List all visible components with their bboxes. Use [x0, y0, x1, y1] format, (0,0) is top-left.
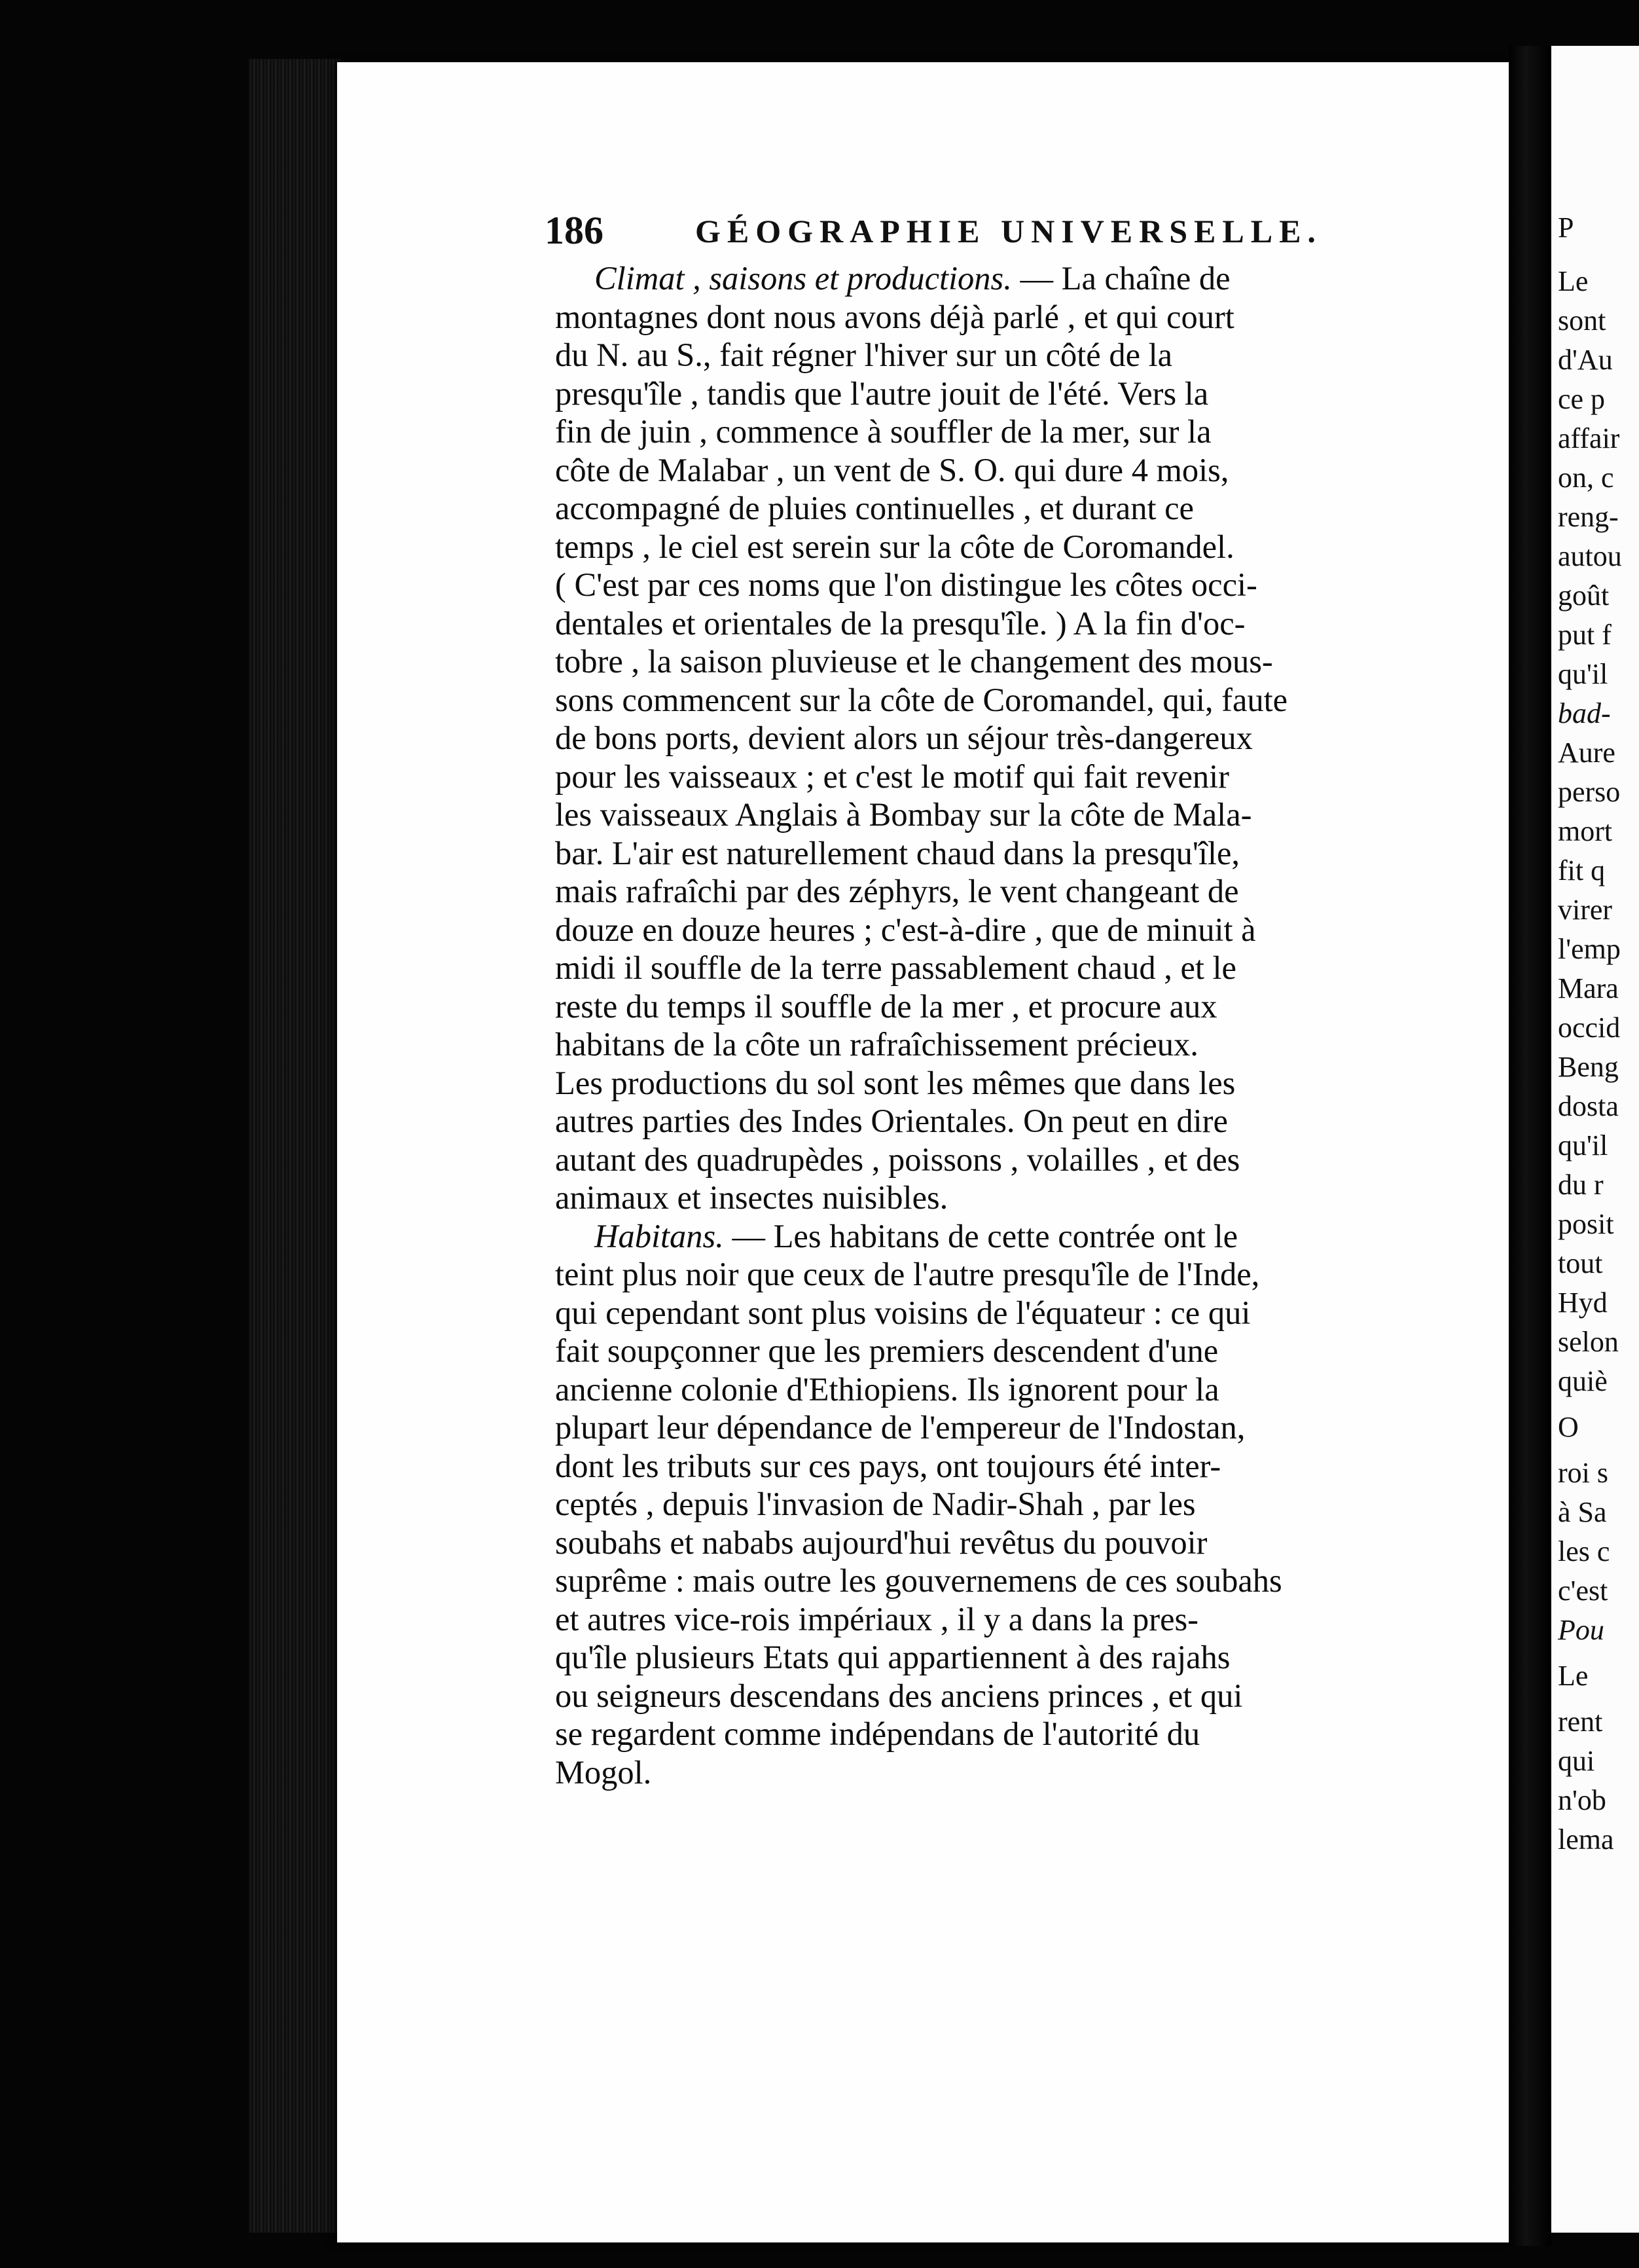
text-line: de bons ports, devient alors un séjour très-dangereux — [555, 720, 1253, 756]
fragment-line: dosta — [1558, 1090, 1619, 1122]
text-line: tobre , la saison pluvieuse et le changement des mous- — [555, 643, 1273, 680]
paragraph-rubric: Habitans. — [594, 1217, 724, 1254]
text-line: et autres vice-rois impériaux , il y a dans la pres- — [555, 1600, 1198, 1637]
text-line: sons commencent sur la côte de Coromandel, qui, faute — [555, 681, 1288, 718]
text-line: temps , le ciel est serein sur la côte de Coromandel. — [555, 528, 1234, 565]
fragment-line: P — [1558, 211, 1574, 244]
fragment-line: Beng — [1558, 1051, 1619, 1083]
body-text — [555, 259, 1471, 1791]
fragment-line: qui — [1558, 1745, 1595, 1777]
fragment-line: Hyd — [1558, 1287, 1608, 1319]
fragment-line: selon — [1558, 1326, 1619, 1358]
fragment-line: rent — [1558, 1706, 1603, 1738]
text-line: fin de juin , commence à souffler de la mer, sur la — [555, 413, 1212, 450]
text-line: mais rafraîchi par des zéphyrs, le vent changeant de — [555, 873, 1239, 909]
fragment-line: mort — [1558, 815, 1613, 847]
text-line: montagnes dont nous avons déjà parlé , et qui court — [555, 298, 1234, 335]
fragment-line: affair — [1558, 422, 1620, 454]
text-line: Mogol. — [555, 1753, 652, 1791]
text-line: habitans de la côte un rafraîchissement précieux. — [555, 1026, 1198, 1063]
text-line: autant des quadrupèdes , poissons , volailles , et des — [555, 1141, 1240, 1178]
text-line: qu'île plusieurs Etats qui appartiennent à des rajahs — [555, 1639, 1231, 1675]
fragment-line: qu'il — [1558, 1129, 1608, 1161]
fragment-line: sont — [1558, 304, 1606, 337]
text-line: soubahs et nababs aujourd'hui revêtus du pouvoir — [555, 1524, 1208, 1561]
fragment-line: occid — [1558, 1012, 1621, 1044]
text-line: qui cependant sont plus voisins de l'équateur : ce qui — [555, 1294, 1251, 1331]
text-line: pour les vaisseaux ; et c'est le motif qui fait revenir — [555, 758, 1229, 795]
text-line: autres parties des Indes Orientales. On peut en dire — [555, 1103, 1228, 1139]
text-line: Les productions du sol sont les mêmes que dans les — [555, 1064, 1236, 1101]
fragment-line: perso — [1558, 776, 1621, 808]
text-line: dentales et orientales de la presqu'île. ) A la fin d'oc- — [555, 604, 1246, 642]
book-spine-gutter — [1509, 46, 1551, 2246]
fragment-line: Pou — [1558, 1614, 1604, 1646]
fragment-line: lema — [1558, 1823, 1614, 1856]
text-line: ancienne colonie d'Ethiopiens. Ils ignorent pour la — [555, 1370, 1219, 1408]
text-line: plupart leur dépendance de l'empereur de l'Indostan, — [555, 1409, 1246, 1446]
fragment-line: Aure — [1558, 737, 1615, 769]
text-line: les vaisseaux Anglais à Bombay sur la côte de Mala- — [555, 796, 1252, 833]
fragment-line: tout — [1558, 1247, 1603, 1279]
fragment-line: fit q — [1558, 854, 1606, 887]
fragment-line: posit — [1558, 1208, 1614, 1240]
fragment-line: n'ob — [1558, 1784, 1606, 1816]
fragment-line: virer — [1558, 894, 1613, 926]
fragment-line: bad- — [1558, 697, 1611, 729]
text-line: midi il souffle de la terre passablement chaud , et le — [555, 949, 1236, 986]
paragraph-climat — [555, 259, 1471, 1217]
fragment-line: ce p — [1558, 383, 1606, 415]
fragment-line: on, c — [1558, 462, 1614, 494]
text-line: ( C'est par ces noms que l'on distingue les côtes occi- — [555, 566, 1257, 603]
text-line: suprême : mais outre les gouvernemens de ces soubahs — [555, 1562, 1282, 1599]
fragment-line: goût — [1558, 579, 1610, 612]
text-line: fait soupçonner que les premiers descendent d'une — [555, 1332, 1219, 1369]
fragment-line: roi s — [1558, 1457, 1608, 1489]
paragraph-rubric: Climat , saisons et productions. — [594, 260, 1012, 297]
fragment-line: l'emp — [1558, 933, 1621, 965]
text-line: dont les tributs sur ces pays, ont toujours été inter- — [555, 1447, 1221, 1484]
fragment-line: les c — [1558, 1535, 1610, 1567]
text-line: douze en douze heures ; c'est-à-dire , que de minuit à — [555, 911, 1256, 948]
running-title: GÉOGRAPHIE UNIVERSELLE. — [695, 213, 1322, 249]
page-header — [545, 208, 1382, 254]
text-line: ceptés , depuis l'invasion de Nadir-Shah , par les — [555, 1486, 1196, 1522]
text-line: accompagné de pluies continuelles , et durant ce — [555, 490, 1194, 526]
paragraph-habitans — [555, 1217, 1471, 1792]
book-page-edges — [249, 59, 340, 2233]
fragment-line: d'Au — [1558, 344, 1613, 376]
text-line: du N. au S., fait régner l'hiver sur un côté de la — [555, 337, 1173, 373]
text-line: presqu'île , tandis que l'autre jouit de l'été. Vers la — [555, 375, 1209, 412]
fragment-line: autou — [1558, 540, 1622, 572]
fragment-line: quiè — [1558, 1365, 1608, 1397]
text-line: reste du temps il souffle de la mer , et procure aux — [555, 987, 1217, 1025]
fragment-line: reng- — [1558, 501, 1619, 533]
fragment-line: qu'il — [1558, 658, 1608, 690]
text-line: teint plus noir que ceux de l'autre presqu'île de l'Inde, — [555, 1256, 1260, 1292]
fragment-line: Le — [1558, 265, 1589, 297]
text-line: se regardent comme indépendans de l'autorité du — [555, 1715, 1200, 1752]
text-line: côte de Malabar , un vent de S. O. qui dure 4 mois, — [555, 451, 1229, 488]
text-line: ou seigneurs descendans des anciens princes , et qui — [555, 1677, 1243, 1714]
text-line: Habitans. — Les habitans de cette contrée ont le — [594, 1217, 1238, 1254]
fragment-line: du r — [1558, 1169, 1604, 1201]
fragment-line: Le — [1558, 1660, 1589, 1692]
text-line: Climat , saisons et productions. — La chaîne de — [594, 260, 1231, 297]
fragment-line: put f — [1558, 619, 1612, 651]
fragment-line: c'est — [1558, 1575, 1608, 1607]
adjacent-page-fragment — [1551, 46, 1639, 2233]
fragment-line: à Sa — [1558, 1496, 1607, 1528]
page-number: 186 — [545, 209, 603, 252]
fragment-line: Mara — [1558, 972, 1619, 1004]
text-line: bar. L'air est naturellement chaud dans la presqu'île, — [555, 834, 1240, 871]
text-line: animaux et insectes nuisibles. — [555, 1179, 948, 1216]
fragment-line: O — [1558, 1411, 1579, 1443]
